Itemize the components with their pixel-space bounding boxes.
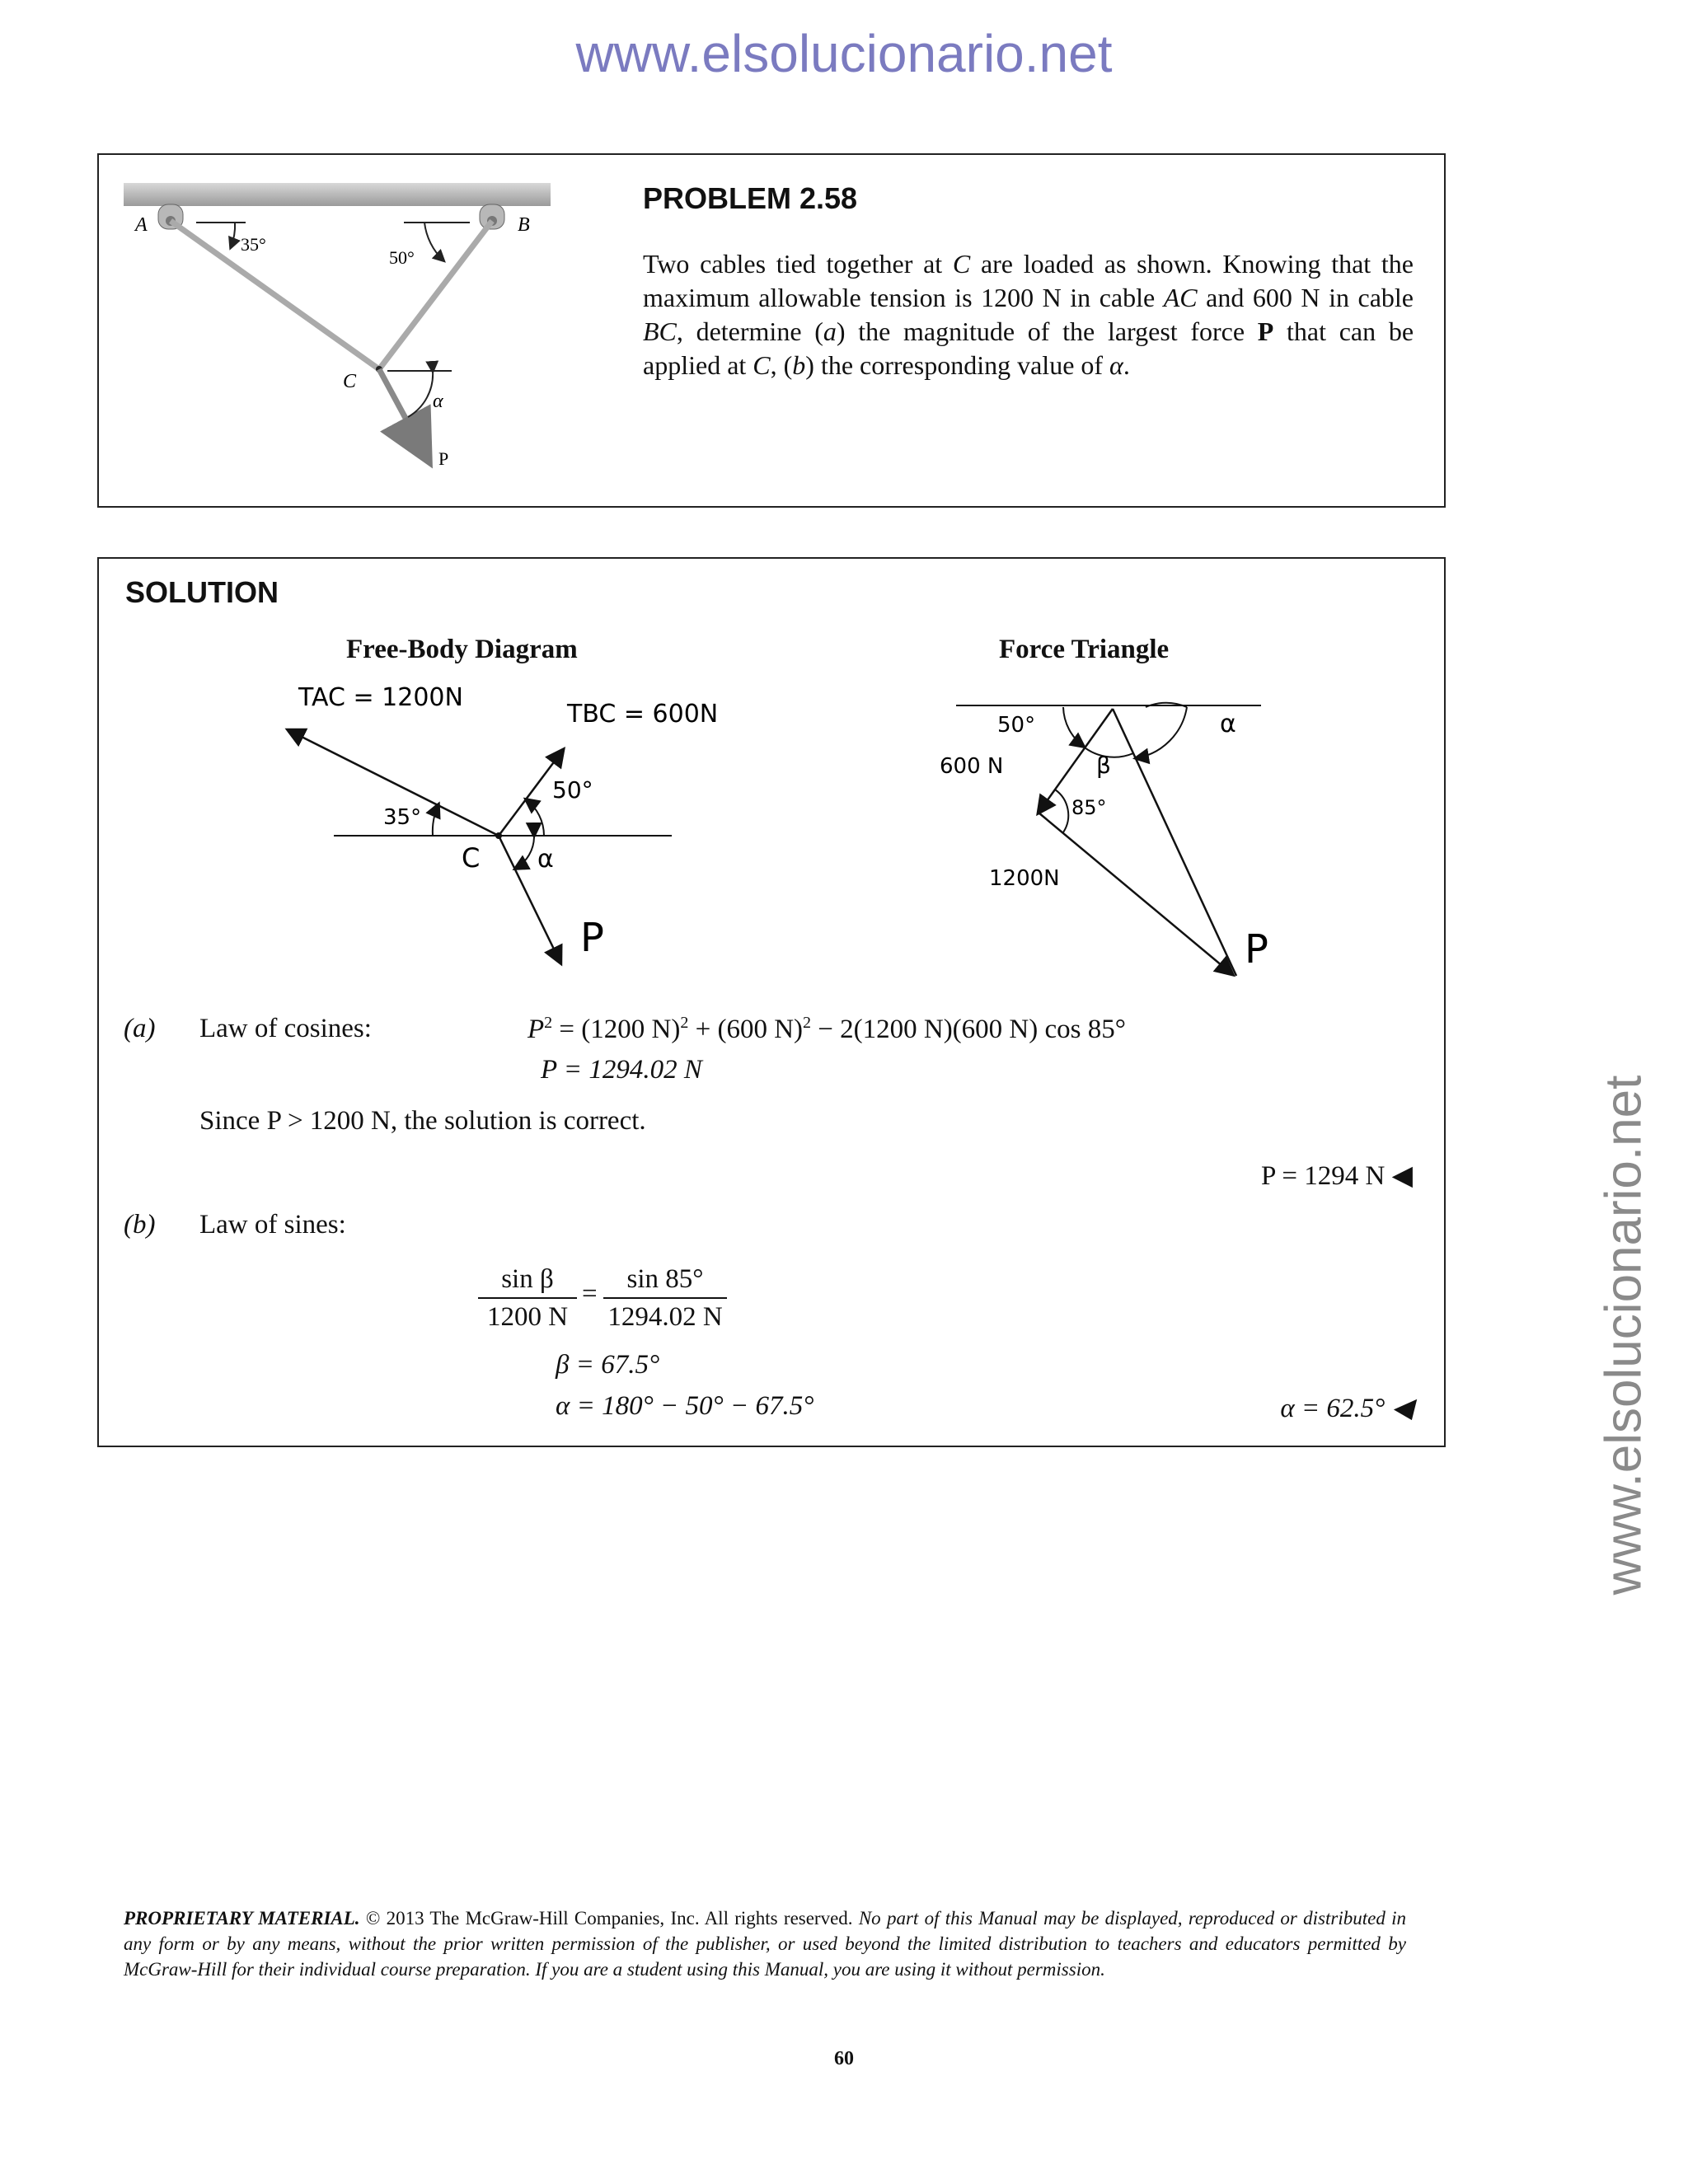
- copyright-footer: PROPRIETARY MATERIAL. © 2013 The McGraw-Hill Companies, Inc. All rights reserved. No part of this Manual may be displayed, reproduced or distributed in any form or by any means, without the prior written permission of the publisher, or used beyond the limited distribution to teachers and educators permitted by McGraw-Hill for their individual course preparation. If you are a student using this Manual, you are using it without permission.: [124, 1908, 1406, 1980]
- fbd-tbc-label: TBC = 600N: [567, 700, 719, 729]
- p-value-equation: P = 1294.02 N: [541, 1055, 702, 1085]
- triangle-1200n-arrow: [1039, 813, 1232, 974]
- sine-fraction-right: sin 85° 1294.02 N: [603, 1261, 727, 1335]
- cable-ac: [171, 221, 379, 369]
- part-a-label: (a): [124, 1014, 156, 1043]
- alpha-equation: α = 180° − 50° − 67.5°: [556, 1391, 814, 1421]
- label-50: 50°: [389, 247, 415, 268]
- problem-figure: [99, 155, 626, 493]
- free-body-diagram: [181, 674, 758, 996]
- part-b-label: (b): [124, 1210, 156, 1240]
- problem-statement: Two cables tied together at C are loaded as shown. Knowing that the maximum allowable tension is 1200 N in cable AC and 600 N in cable BC, determine (a) the magnitude of the largest force P that can be applied at C, (b) the corresponding value of α.: [643, 249, 1414, 380]
- triangle-50-label: 50°: [997, 713, 1036, 738]
- fbd-title: Free-Body Diagram: [346, 635, 578, 664]
- triangle-p-line: [1113, 709, 1236, 976]
- ceiling-beam: [124, 183, 551, 206]
- label-35: 35°: [241, 234, 266, 255]
- law-of-cosines-equation: $P^2 = (1200$ N)$^2$ + (600 N)$^2$ − 2(1200 N)(600 N) cos 85°: [528, 1014, 1126, 1044]
- fbd-alpha-label: α: [537, 845, 554, 874]
- force-triangle: [940, 674, 1368, 996]
- problem-box: [97, 153, 1446, 508]
- check-statement: Since P > 1200 N, the solution is correct.: [199, 1106, 646, 1136]
- fbd-p-label: P: [580, 915, 604, 961]
- watermark-side: www.elsolucionario.net: [1595, 1075, 1653, 1596]
- triangle-85-label: 85°: [1071, 796, 1107, 819]
- solution-box: [97, 557, 1446, 1447]
- force-p-arrow: [379, 369, 424, 453]
- watermark-top: www.elsolucionario.net: [575, 24, 1113, 83]
- fbd-tac-label: TAC = 1200N: [298, 683, 463, 712]
- label-c: C: [343, 371, 357, 392]
- fbd-35-label: 35°: [383, 805, 422, 830]
- label-b: B: [518, 214, 530, 236]
- page-number: 60: [834, 2048, 854, 2069]
- triangle-600n-label: 600 N: [940, 754, 1004, 779]
- fraction-equals: =: [582, 1279, 598, 1309]
- sine-fraction-left: sin β 1200 N: [478, 1261, 577, 1335]
- cable-bc: [379, 221, 492, 369]
- fbd-c-label: C: [462, 842, 481, 874]
- triangle-p-label: P: [1245, 926, 1268, 972]
- fbd-50-label: 50°: [552, 776, 593, 804]
- triangle-1200n-label: 1200N: [989, 866, 1060, 891]
- solution-title: SOLUTION: [125, 575, 279, 609]
- label-p: P: [438, 448, 449, 469]
- label-alpha: α: [433, 391, 443, 412]
- part-b-method: Law of sines:: [199, 1210, 346, 1240]
- answer-a: P = 1294 N ◀: [1261, 1161, 1413, 1191]
- triangle-beta-label: β: [1096, 752, 1111, 779]
- force-triangle-title: Force Triangle: [999, 635, 1170, 664]
- problem-title: PROBLEM 2.58: [643, 181, 858, 215]
- part-a-method: Law of cosines:: [199, 1014, 372, 1043]
- label-a: A: [135, 214, 148, 236]
- answer-b: α = 62.5° ◀: [1280, 1394, 1413, 1423]
- beta-equation: β = 67.5°: [556, 1350, 660, 1380]
- triangle-alpha-label: α: [1220, 710, 1236, 738]
